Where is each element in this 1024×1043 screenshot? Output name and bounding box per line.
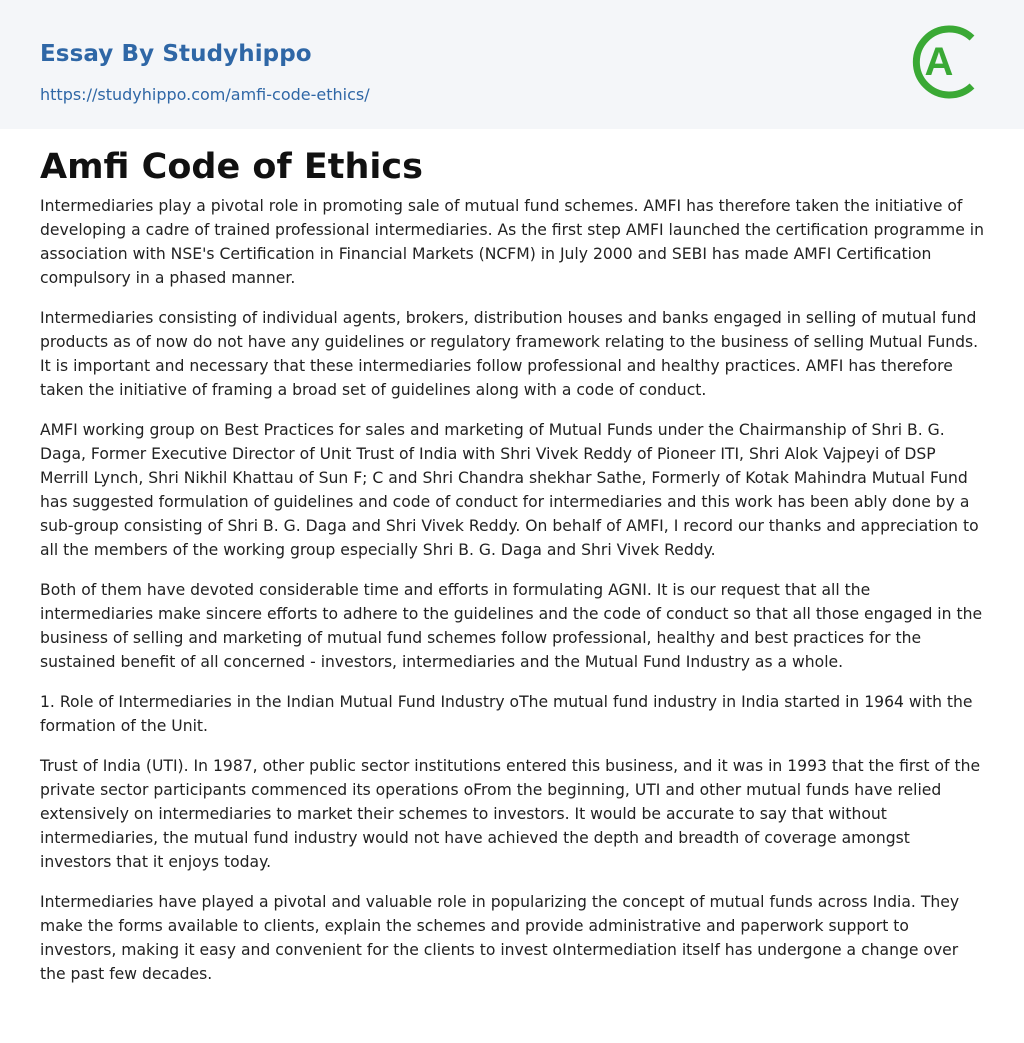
site-header — [0, 0, 1024, 129]
paragraph: Intermediaries have played a pivotal and valuable role in popularizing the concept of mutual funds across India. They make the forms available to clients, explain the schemes and provide administrative and paperwork support to investors, making it easy and convenient for the clients to invest oIntermediation itself has undergone a change over the past few decades. — [40, 893, 960, 983]
essay-url-link[interactable]: https://studyhippo.com/amfi-code-ethics/ — [40, 85, 370, 104]
page-title: Amfi Code of Ethics — [40, 147, 423, 187]
article-body — [40, 194, 984, 1002]
paragraph: 1. Role of Intermediaries in the Indian Mutual Fund Industry oThe mutual fund industry in India started in 1964 with the formation of the Unit. — [40, 693, 973, 735]
paragraph: Both of them have devoted considerable time and efforts in formulating AGNI. It is our request that all the intermediaries make sincere efforts to adhere to the guidelines and the code of conduct so that all those engaged in the business of selling and marketing of mutual fund schemes follow professional, healthy and best practices for the sustained benefit of all concerned - investors, intermediaries and the Mutual Fund Industry as a whole. — [40, 581, 983, 671]
paragraph: Intermediaries play a pivotal role in promoting sale of mutual fund schemes. AMFI has therefore taken the initiative of developing a cadre of trained professional intermediaries. As the first step AMFI launched the certification programme in association with NSE's Certification in Financial Markets (NCFM) in July 2000 and SEBI has made AMFI Certification compulsory in a phased manner. — [40, 197, 984, 287]
brand-title: Essay By Studyhippo — [40, 41, 312, 67]
paragraph: AMFI working group on Best Practices for sales and marketing of Mutual Funds under the Chairmanship of Shri B. G. Daga, Former Executive Director of Unit Trust of India with Shri Vivek Reddy of Pioneer ITI, Shri Alok Vajpeyi of DSP Merrill Lynch, Shri Nikhil Khattau of Sun F; C and Shri Chandra shekhar Sathe, Formerly of Kotak Mahindra Mutual Fund has suggested formulation of guidelines and code of conduct for intermediaries and this work has been ably done by a sub-group consisting of Shri B. G. Daga and Shri Vivek Reddy. On behalf of AMFI, I record our thanks and appreciation to all the members of the working group especially Shri B. G. Daga and Shri Vivek Reddy. — [40, 421, 979, 559]
paragraph: Trust of India (UTI). In 1987, other public sector institutions entered this business, and it was in 1993 that the first of the private sector participants commenced its operations oFrom the beginning, UTI and other mutual funds have relied extensively on intermediaries to market their schemes to investors. It would be accurate to say that without intermediaries, the mutual fund industry would not have achieved the depth and breadth of coverage amongst investors that it enjoys today. — [40, 757, 981, 871]
studyhippo-logo-icon[interactable] — [912, 19, 986, 105]
logo-letter: A — [924, 40, 954, 84]
paragraph: Intermediaries consisting of individual agents, brokers, distribution houses and banks engaged in selling of mutual fund products as of now do not have any guidelines or regulatory framework relating to the business of selling Mutual Funds. It is important and necessary that these intermediaries follow professional and healthy practices. AMFI has therefore taken the initiative of framing a broad set of guidelines along with a code of conduct. — [40, 309, 979, 399]
